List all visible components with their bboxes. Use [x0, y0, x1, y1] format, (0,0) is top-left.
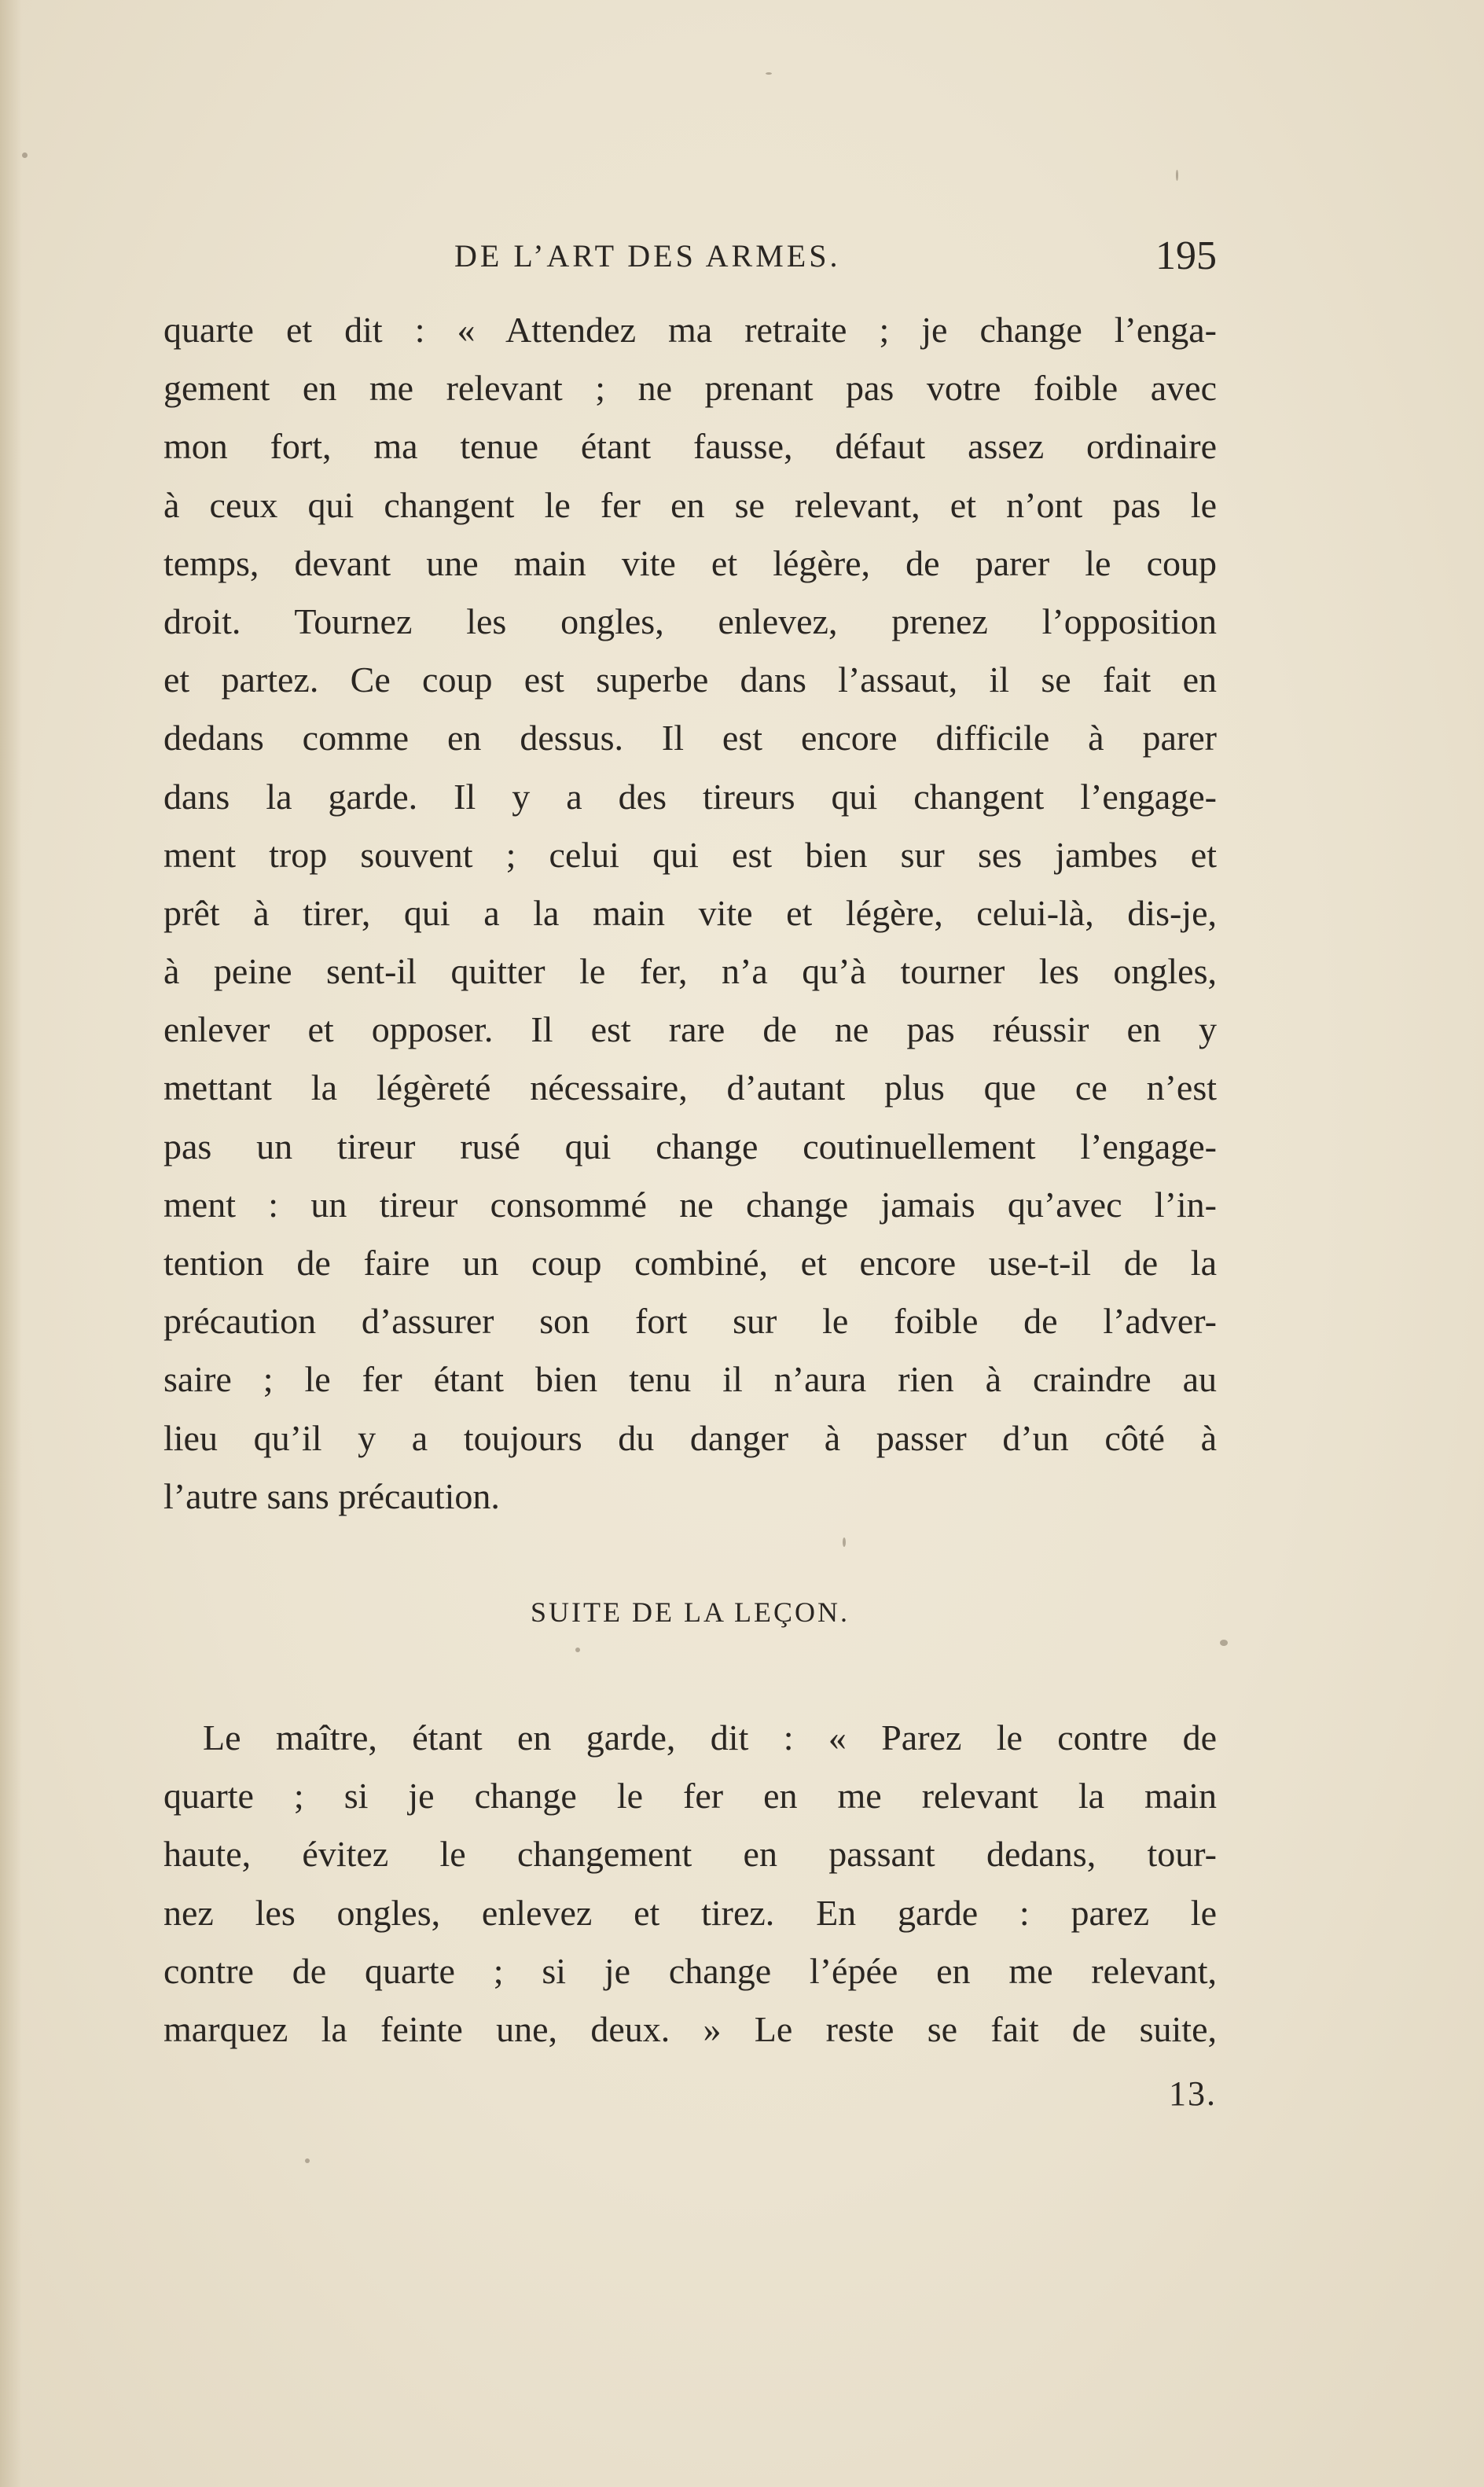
text-line: ment : un tireur consommé ne change jamais qu’avec l’in- — [163, 1184, 1217, 1225]
text-line: prêt à tirer, qui a la main vite et légère, celui-là, dis-je, — [163, 892, 1217, 933]
text-line: l’autre sans précaution. — [163, 1475, 500, 1516]
text-line: quarte ; si je change le fer en me relevant la main — [163, 1776, 1217, 1817]
text-line: à ceux qui changent le fer en se relevant, et n’ont pas le — [163, 484, 1217, 525]
text-line: mettant la légèreté nécessaire, d’autant plus que ce n’est — [163, 1067, 1217, 1108]
text-line: saire ; le fer étant bien tenu il n’aura rien à craindre au — [163, 1359, 1217, 1400]
text-line: droit. Tournez les ongles, enlevez, prenez l’opposition — [163, 601, 1217, 641]
paragraph-2 — [163, 1709, 1217, 2059]
running-head — [163, 233, 1217, 288]
paper-speck — [575, 1648, 580, 1652]
paper-speck — [22, 152, 28, 158]
page-number: 195 — [1155, 233, 1217, 278]
text-line: lieu qu’il y a toujours du danger à passer d’un côté à — [163, 1417, 1217, 1458]
text-line: et partez. Ce coup est superbe dans l’assaut, il se fait en — [163, 659, 1217, 700]
text-line: enlever et opposer. Il est rare de ne pas réussir en y — [163, 1009, 1217, 1050]
text-line: temps, devant une main vite et légère, de parer le coup — [163, 542, 1217, 583]
paper-speck — [305, 2158, 310, 2163]
text-line: pas un tireur rusé qui change coutinuellement l’engage- — [163, 1126, 1217, 1166]
text-line: précaution d’assurer son fort sur le foible de l’adver- — [163, 1301, 1217, 1342]
paper-speck — [766, 72, 772, 75]
signature-mark: 13. — [1169, 2074, 1217, 2113]
text-line: mon fort, ma tenue étant fausse, défaut assez ordinaire — [163, 426, 1217, 467]
text-line: gement en me relevant ; ne prenant pas votre foible avec — [163, 368, 1217, 409]
text-line: tention de faire un coup combiné, et encore use-t-il de la — [163, 1243, 1217, 1283]
text-line: haute, évitez le changement en passant dedans, tour- — [163, 1834, 1217, 1875]
text-line: ment trop souvent ; celui qui est bien sur ses jambes et — [163, 834, 1217, 875]
text-line: contre de quarte ; si je change l’épée en me relevant, — [163, 1950, 1217, 1991]
paper-speck — [843, 1537, 846, 1547]
paper-speck — [1176, 170, 1178, 181]
paragraph-1 — [163, 301, 1217, 1526]
running-title: DE L’ART DES ARMES. — [454, 238, 841, 274]
text-line: marquez la feinte une, deux. » Le reste se fait de suite, — [163, 2008, 1217, 2049]
text-line: quarte et dit : « Attendez ma retraite ; je change l’enga- — [163, 310, 1217, 350]
section-heading: SUITE DE LA LEÇON. — [531, 1596, 850, 1628]
text-line: dedans comme en dessus. Il est encore difficile à parer — [163, 718, 1217, 759]
text-line: Le maître, étant en garde, dit : « Parez le contre de — [203, 1717, 1217, 1758]
text-line: dans la garde. Il y a des tireurs qui changent l’engage- — [163, 776, 1217, 817]
text-line: nez les ongles, enlevez et tirez. En garde : parez le — [163, 1892, 1217, 1933]
text-line: à peine sent-il quitter le fer, n’a qu’à tourner les ongles, — [163, 951, 1217, 992]
paper-speck — [1220, 1640, 1228, 1646]
page-gutter-shadow — [0, 0, 22, 2487]
